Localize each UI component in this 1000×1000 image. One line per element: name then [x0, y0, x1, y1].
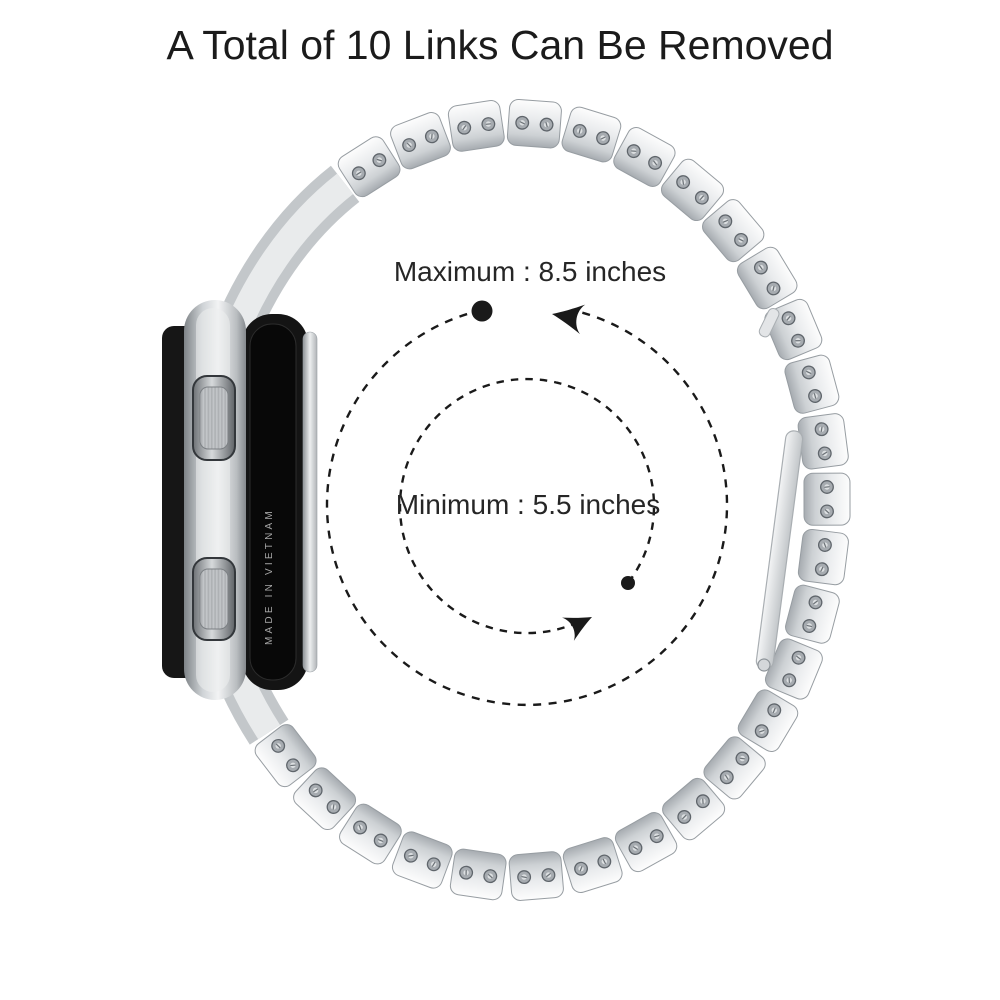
band-link	[509, 851, 565, 901]
band-link	[561, 835, 624, 894]
inner-start-dot-icon	[621, 576, 635, 590]
outer-start-dot-icon	[472, 301, 493, 322]
band-link	[388, 110, 453, 172]
screw-pin	[515, 116, 529, 130]
watch-button-upper	[193, 376, 235, 460]
band-link	[797, 528, 849, 585]
band-link	[507, 99, 562, 149]
screw-pin	[540, 118, 554, 132]
screw-pin	[821, 505, 834, 518]
clasp-pivot	[758, 659, 770, 671]
band-link	[804, 473, 850, 525]
band-link	[449, 848, 507, 901]
inner-arrowhead-icon	[562, 605, 598, 640]
screw-pin	[542, 868, 556, 882]
band-link	[797, 413, 849, 470]
watch-engraving: MADE IN VIETNAM	[264, 508, 275, 645]
band-link	[784, 583, 842, 645]
screw-pin	[821, 481, 834, 494]
band-link	[447, 99, 505, 152]
band-link	[390, 829, 455, 890]
minimum-length-label: Minimum : 5.5 inches	[395, 489, 661, 520]
maximum-length-label: Maximum : 8.5 inches	[393, 256, 667, 287]
screw-pin	[517, 870, 531, 884]
band-link	[560, 105, 623, 164]
outer-arrowhead-icon	[549, 299, 585, 334]
watch-button-lower	[193, 558, 235, 640]
band-link	[783, 353, 841, 415]
page-title: A Total of 10 Links Can Be Removed	[166, 22, 834, 68]
watch	[184, 300, 317, 700]
